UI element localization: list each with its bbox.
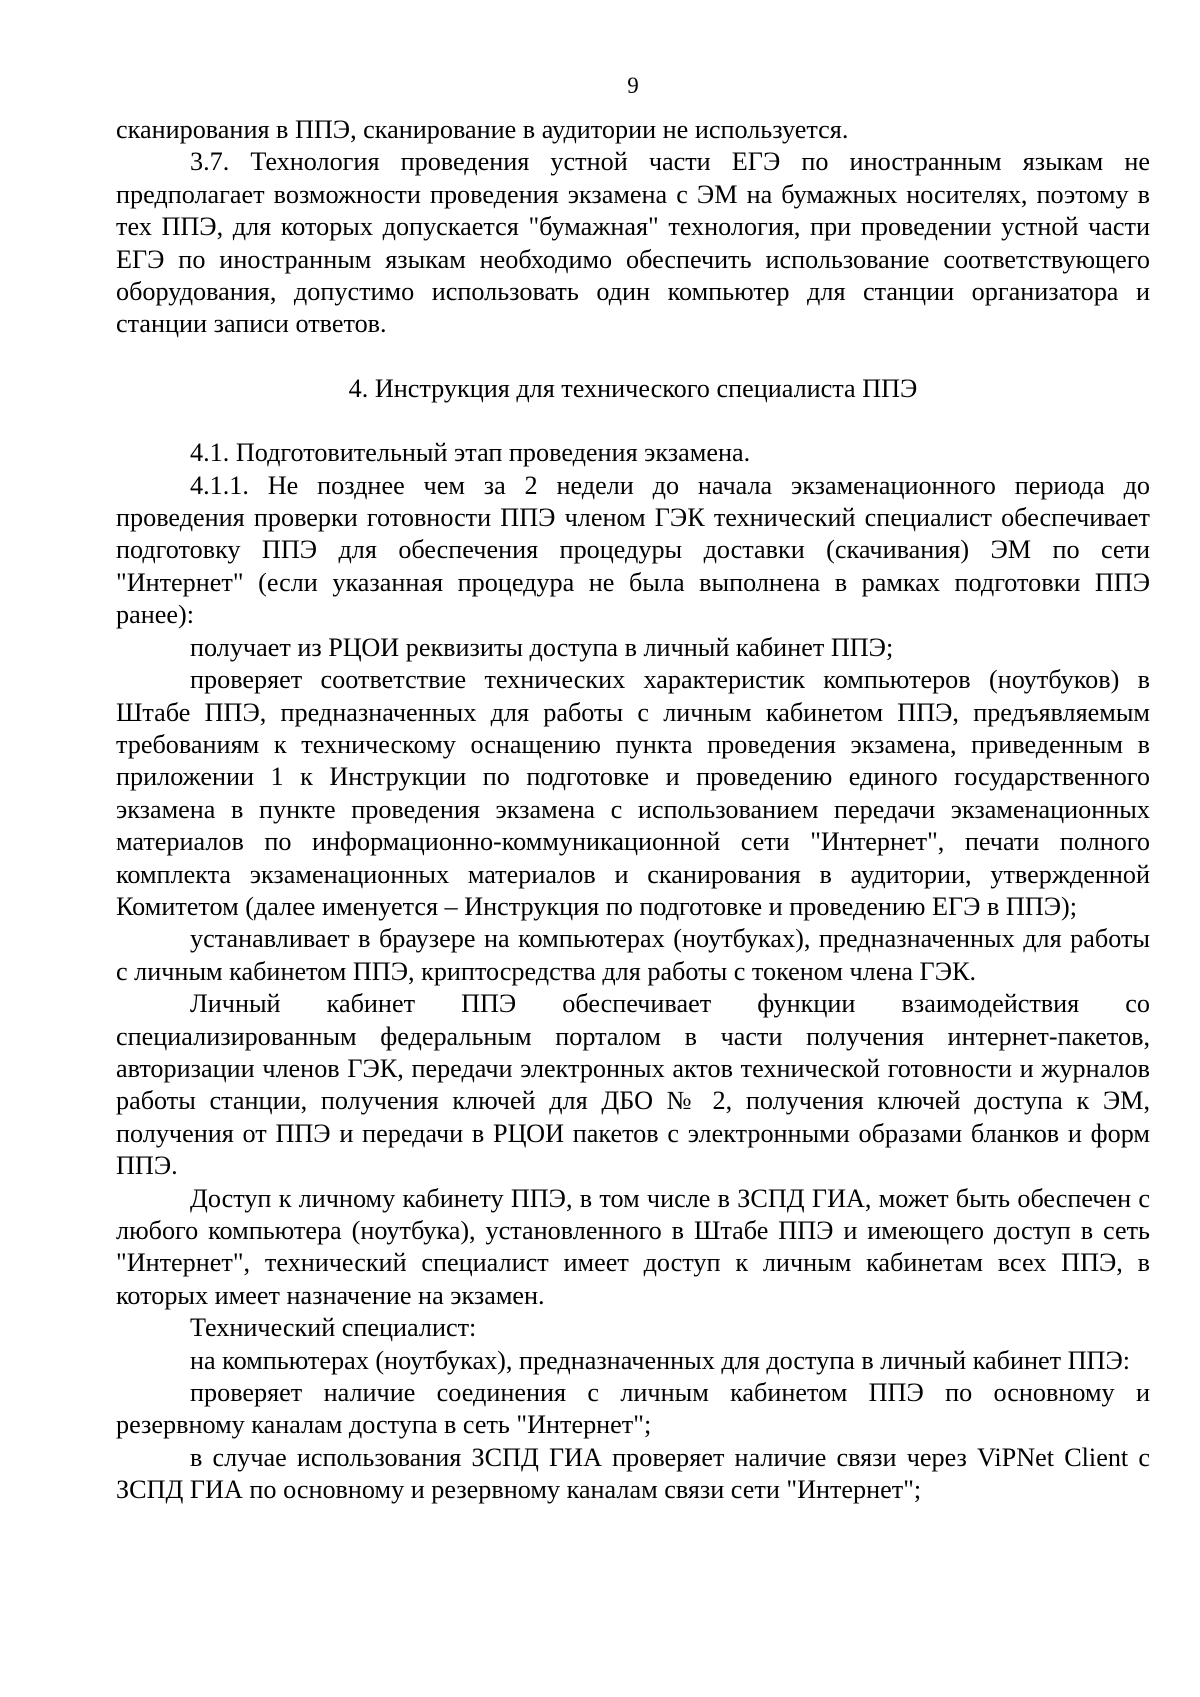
paragraph-access: Доступ к личному кабинету ППЭ, в том числе в ЗСПД ГИА, может быть обеспечен с любого компьютера (ноутбука), установленного в Штабе ППЭ и имеющего доступ в сеть "Интернет", технический специалист имеет доступ к личным кабинетам всех ППЭ, в которых имеет назначение на экзамен. — [116, 1183, 1150, 1310]
page-number: 9 — [627, 73, 639, 98]
list-item-connection-check: проверяет наличие соединения с личным кабинетом ППЭ по основному и резервному каналам доступа в сеть "Интернет"; — [116, 1378, 1150, 1440]
paragraph-3-7: 3.7. Технология проведения устной части ЕГЭ по иностранным языкам не предполагает возможности проведения экзамена с ЭМ на бумажных носителях, поэтому в тех ППЭ, для которых допускается "бумажная" технология, при проведении устной части ЕГЭ по иностранным языкам необходимо обеспечить использование соответствующего оборудования, допустимо использовать один компьютер для станции организатора и станции записи ответов. — [116, 147, 1150, 339]
paragraph-continuation: сканирования в ППЭ, сканирование в аудитории не используется. — [116, 115, 849, 144]
list-item-vipnet-check: в случае использования ЗСПД ГИА проверяет наличие связи через ViPNet Client с ЗСПД ГИА по основному и резервному каналам связи сети "Интернет"; — [116, 1442, 1150, 1505]
paragraph-4-1: 4.1. Подготовительный этап проведения экзамена. — [190, 438, 751, 468]
list-item-hardware-check: проверяет соответствие технических характеристик компьютеров (ноутбуков) в Штабе ППЭ, предназначенных для работы с личным кабинетом ППЭ, предъявляемым требованиям к техническому оснащению пункта проведения экзамена, приведенным в приложении 1 к Инструкции по подготовке и проведению единого государственного экзамена в пункте проведения экзамена с использованием передачи экзаменационных материалов по информационно-коммуникационной сети "Интернет", печати полного комплекта экзаменационных материалов и сканирования в аудитории, утвержденной Комитетом (далее именуется – Инструкция по подготовке и проведению ЕГЭ в ППЭ); — [116, 665, 1150, 921]
paragraph-4-1-1: 4.1.1. Не позднее чем за 2 недели до начала экзаменационного периода до проведения проверки готовности ППЭ членом ГЭК технический специалист обеспечивает подготовку ППЭ для обеспечения процедуры доставки (скачивания) ЭМ по сети "Интернет" (если указанная процедура не была выполнена в рамках подготовки ППЭ ранее): — [116, 470, 1150, 630]
list-item-crypto-install: устанавливает в браузере на компьютерах (ноутбуках), предназначенных для работы с личным кабинетом ППЭ, криптосредства для работы с токеном члена ГЭК. — [116, 924, 1150, 986]
list-item-computers: на компьютерах (ноутбуках), предназначенных для доступа в личный кабинет ППЭ: — [190, 1345, 1131, 1375]
document-body — [116, 114, 1150, 1507]
paragraph-tech-specialist: Технический специалист: — [190, 1313, 477, 1343]
list-item-credentials: получает из РЦОИ реквизиты доступа в личный кабинет ППЭ; — [190, 632, 894, 662]
paragraph-personal-account: Личный кабинет ППЭ обеспечивает функции взаимодействия со специализированным федеральным порталом в части получения интернет-пакетов, авторизации членов ГЭК, передачи электронных актов технической готовности и журналов работы станции, получения ключей для ДБО № 2, получения ключей доступа к ЭМ, получения от ППЭ и передачи в РЦОИ пакетов с электронными образами бланков и форм ППЭ. — [116, 989, 1150, 1181]
section-heading: 4. Инструкция для технического специалиста ППЭ — [348, 373, 918, 403]
